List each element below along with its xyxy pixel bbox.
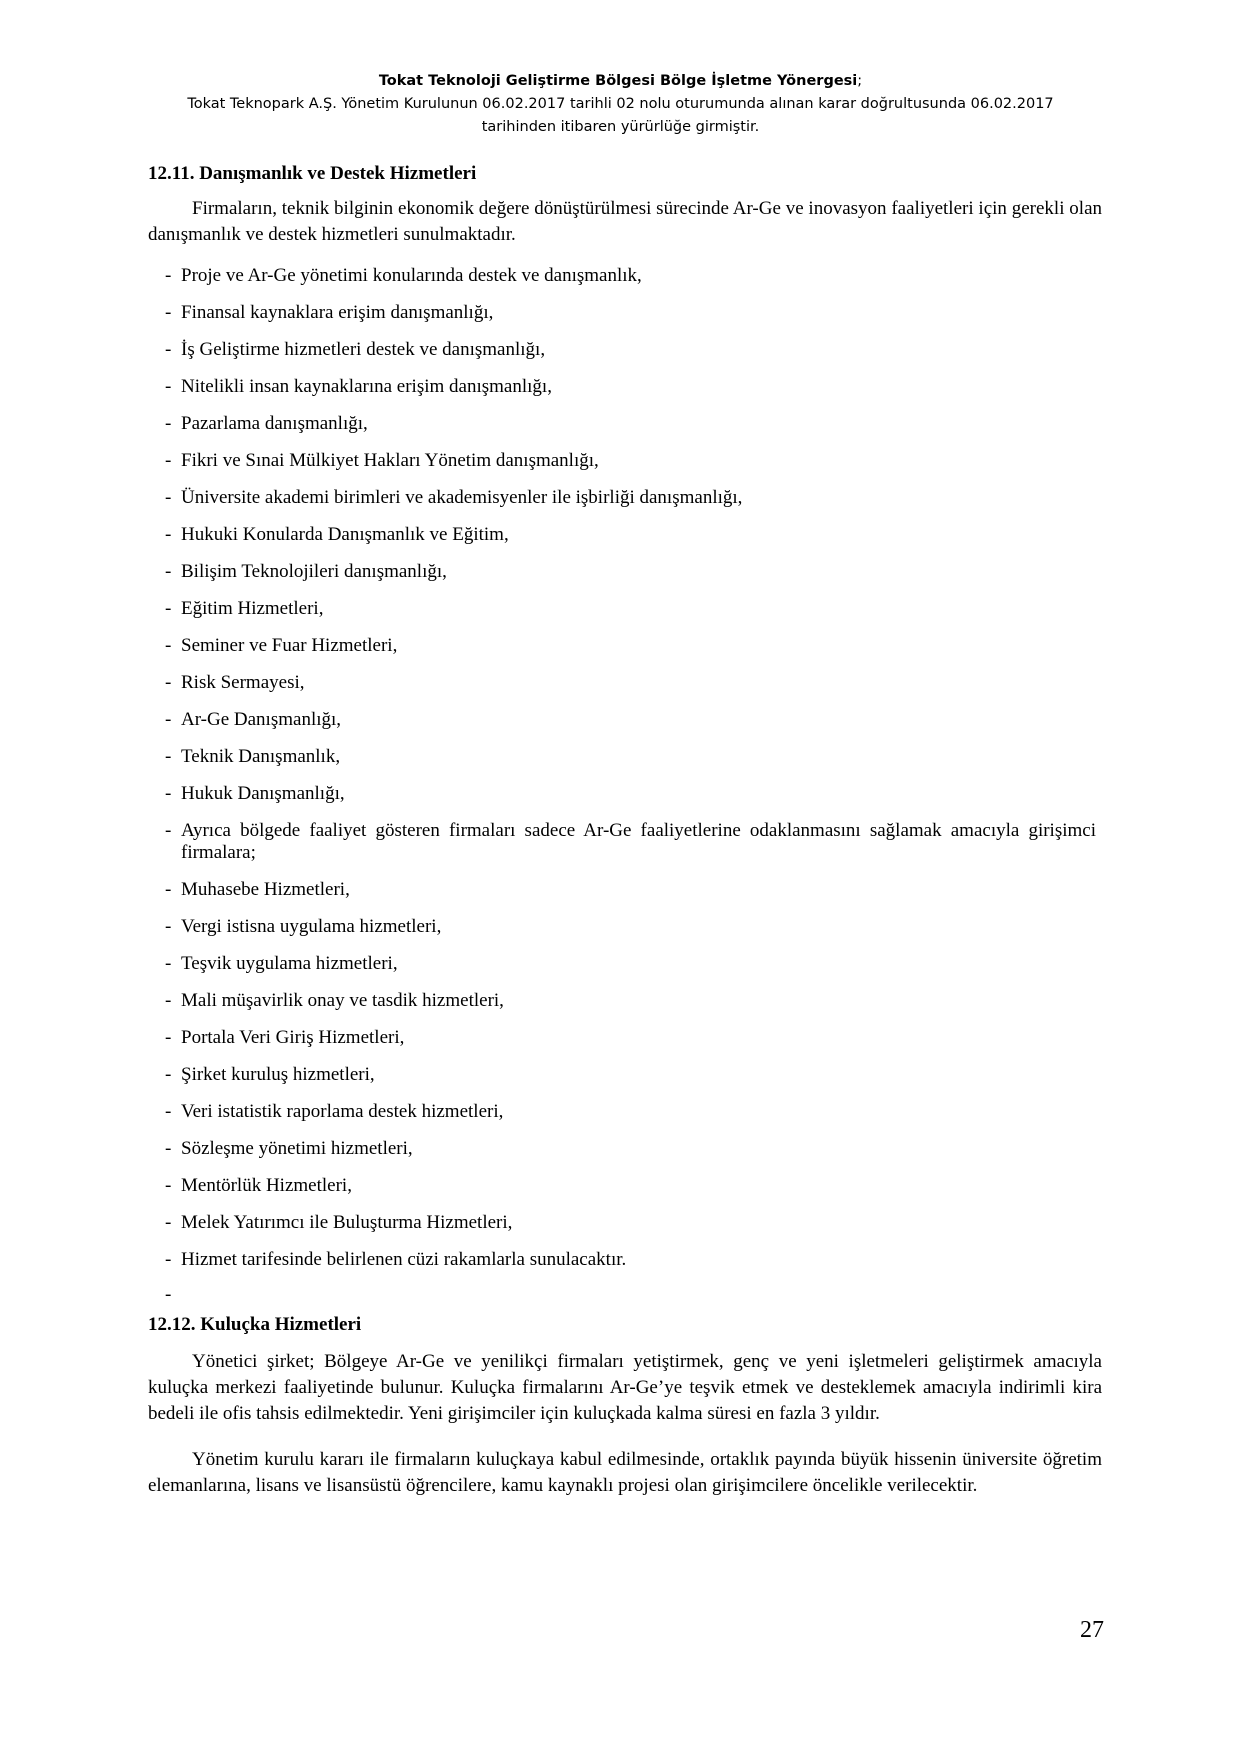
list-item-text: Teknik Danışmanlık, [181,746,341,767]
list-dash: - [165,953,172,974]
document-body [148,162,1102,1499]
list-dash: - [165,990,172,1011]
list-dash: - [165,1212,172,1233]
list-item-text: Hukuk Danışmanlığı, [181,783,345,804]
list-item [148,990,1102,1012]
list-dash: - [165,487,172,508]
list-item-text: Portala Veri Giriş Hizmetleri, [181,1027,405,1048]
list-dash: - [165,598,172,619]
list-item-text: Ayrıca bölgede faaliyet gösteren firmaları sadece Ar-Ge faaliyetlerine odaklanmasını sağlamak amacıyla girişimci firmalara; [181,820,1096,863]
list-item [148,916,1102,938]
section-12-12-paragraph-1: Yönetici şirket; Bölgeye Ar-Ge ve yenilikçi firmaları yetiştirmek, genç ve yeni işletmeleri geliştirmek amacıyla kuluçka merkezi faaliyetinde bulunur. Kuluçka firmalarını Ar-Ge’ye teşvik etmek ve desteklemek amacıyla indirimli kira bedeli ile ofis tahsis edilmektedir. Yeni girişimciler için kuluçkada kalma süresi en fazla 3 yıldır. [148,1351,1102,1424]
list-item-text: Ar-Ge Danışmanlığı, [181,709,342,730]
list-item [148,879,1102,901]
header-line-3: tarihinden itibaren yürürlüğe girmiştir. [481,119,760,135]
list-item-text: Finansal kaynaklara erişim danışmanlığı, [181,302,494,323]
list-item-text: Bilişim Teknolojileri danışmanlığı, [181,561,447,582]
list-item [148,561,1102,583]
section-12-11-intro: Firmaların, teknik bilginin ekonomik değere dönüştürülmesi sürecinde Ar-Ge ve inovasyon faaliyetleri için gerekli olan danışmanlık ve destek hizmetleri sunulmaktadır. [148,198,1102,245]
list-dash: - [165,820,172,841]
list-item-text: Hizmet tarifesinde belirlenen cüzi rakamlarla sunulacaktır. [181,1249,627,1270]
list-item [148,820,1102,864]
list-item [148,709,1102,731]
list-item-text: Muhasebe Hizmetleri, [181,879,350,900]
section-title-12-12: 12.12. Kuluçka Hizmetleri [148,1314,362,1335]
header-line-2: Tokat Teknopark A.Ş. Yönetim Kurulunun 06.02.2017 tarihli 02 nolu oturumunda alınan karar doğrultusunda 06.02.2017 [187,96,1054,112]
list-dash: - [165,561,172,582]
list-item-text: Mali müşavirlik onay ve tasdik hizmetleri, [181,990,504,1011]
list-dash: - [165,783,172,804]
list-item [148,672,1102,694]
header-title [130,70,1111,93]
list-dash: - [165,709,172,730]
list-dash: - [165,1175,172,1196]
list-item [148,746,1102,768]
list-item-text: İş Geliştirme hizmetleri destek ve danışmanlığı, [181,339,546,360]
list-item [148,1212,1102,1234]
list-dash: - [165,635,172,656]
list-item [148,598,1102,620]
list-item [148,524,1102,546]
list-item-text: Hukuki Konularda Danışmanlık ve Eğitim, [181,524,509,545]
list-item [148,1138,1102,1160]
list-item [148,635,1102,657]
list-dash: - [165,339,172,360]
list-item [148,376,1102,398]
list-dash: - [165,265,172,286]
list-item [148,953,1102,975]
list-item-text: Proje ve Ar-Ge yönetimi konularında destek ve danışmanlık, [181,265,642,286]
list-item-text: Teşvik uygulama hizmetleri, [181,953,398,974]
list-item [148,1175,1102,1197]
list-item-text: Nitelikli insan kaynaklarına erişim danışmanlığı, [181,376,552,397]
list-item [148,302,1102,324]
list-item-text: Seminer ve Fuar Hizmetleri, [181,635,398,656]
list-dash: - [165,1249,172,1270]
list-item [148,487,1102,509]
page-number: 27 [1080,1617,1104,1643]
list-item [148,339,1102,361]
list-dash: - [165,672,172,693]
list-item [148,783,1102,805]
list-dash: - [165,1138,172,1159]
list-item-text: Veri istatistik raporlama destek hizmetleri, [181,1101,504,1122]
list-item [148,1064,1102,1086]
list-dash: - [165,413,172,434]
list-item-text: Şirket kuruluş hizmetleri, [181,1064,375,1085]
list-item-text: Melek Yatırımcı ile Buluşturma Hizmetleri, [181,1212,513,1233]
list-dash: - [165,746,172,767]
list-item-text: Vergi istisna uygulama hizmetleri, [181,916,442,937]
list-item [148,1249,1102,1271]
list-item-text: Fikri ve Sınai Mülkiyet Hakları Yönetim danışmanlığı, [181,450,599,471]
list-item-text: Pazarlama danışmanlığı, [181,413,368,434]
empty-list-item [148,1284,1102,1306]
list-item [148,265,1102,287]
list-dash: - [165,1101,172,1122]
list-dash: - [165,376,172,397]
list-dash: - [165,1027,172,1048]
page-header [130,70,1111,139]
list-item [148,1027,1102,1049]
list-dash: - [165,916,172,937]
header-title-text: Tokat Teknoloji Geliştirme Bölgesi Bölge İşletme Yönergesi [378,73,858,89]
list-dash: - [165,524,172,545]
list-dash: - [165,1064,172,1085]
list-item [148,1101,1102,1123]
list-item-text: Üniversite akademi birimleri ve akademisyenler ile işbirliği danışmanlığı, [181,487,743,508]
section-12-12-paragraph-2: Yönetim kurulu kararı ile firmaların kuluçkaya kabul edilmesinde, ortaklık payında büyük hissenin üniversite öğretim elemanlarına, lisans ve lisansüstü öğrencilere, kamu kaynaklı projesi olan girişimcilere öncelikle verilecektir. [148,1449,1102,1496]
list-dash: - [165,1284,172,1305]
list-item-text: Risk Sermayesi, [181,672,305,693]
list-dash: - [165,450,172,471]
list-dash: - [165,302,172,323]
list-dash: - [165,879,172,900]
list-item [148,450,1102,472]
list-item-text: Mentörlük Hizmetleri, [181,1175,352,1196]
list-item-text: Eğitim Hizmetleri, [181,598,324,619]
services-list [148,265,1102,1271]
list-item-text: Sözleşme yönetimi hizmetleri, [181,1138,413,1159]
header-title-suffix: ; [857,73,863,89]
list-item [148,413,1102,435]
section-title-12-11: 12.11. Danışmanlık ve Destek Hizmetleri [148,163,477,184]
